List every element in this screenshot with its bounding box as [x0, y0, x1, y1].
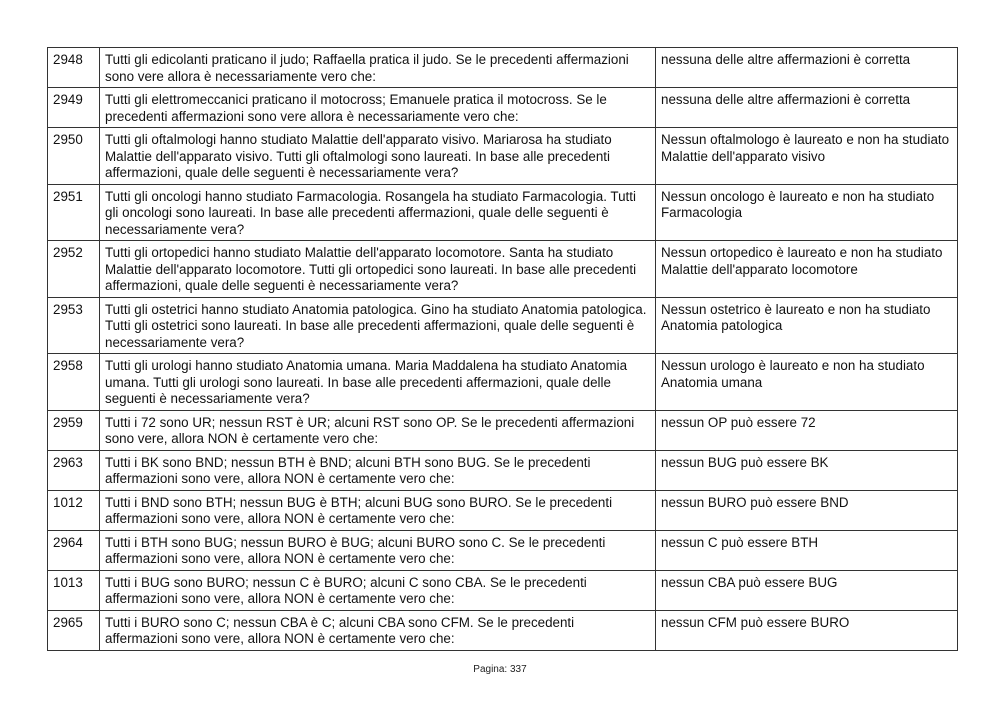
question-id: 2951	[48, 184, 100, 241]
question-text: Tutti i BK sono BND; nessun BTH è BND; alcuni BTH sono BUG. Se le precedenti affermazioni sono vere, allora NON è certamente vero che:	[100, 450, 656, 490]
answer-text: nessun BUG può essere BK	[656, 450, 958, 490]
table-row	[48, 490, 958, 530]
table-row	[48, 570, 958, 610]
question-text: Tutti gli elettromeccanici praticano il motocross; Emanuele pratica il motocross. Se le precedenti affermazioni sono vere allora è necessariamente vero che:	[100, 88, 656, 128]
answer-text: Nessun oftalmologo è laureato e non ha studiato Malattie dell'apparato visivo	[656, 128, 958, 185]
question-id: 2949	[48, 88, 100, 128]
question-text: Tutti gli oncologi hanno studiato Farmacologia. Rosangela ha studiato Farmacologia. Tutti gli oncologi sono laureati. In base alle precedenti affermazioni, quale delle seguenti è necessariamente vera?	[100, 184, 656, 241]
answer-text: Nessun ortopedico è laureato e non ha studiato Malattie dell'apparato locomotore	[656, 241, 958, 298]
question-id: 1013	[48, 570, 100, 610]
answer-text: Nessun oncologo è laureato e non ha studiato Farmacologia	[656, 184, 958, 241]
question-text: Tutti gli urologi hanno studiato Anatomia umana. Maria Maddalena ha studiato Anatomia umana. Tutti gli urologi sono laureati. In base alle precedenti affermazioni, quale delle seguenti è necessariamente vera?	[100, 354, 656, 411]
table-row	[48, 450, 958, 490]
question-text: Tutti gli edicolanti praticano il judo; Raffaella pratica il judo. Se le precedenti affermazioni sono vere allora è necessariamente vero che:	[100, 48, 656, 88]
question-id: 2952	[48, 241, 100, 298]
answer-text: nessun BURO può essere BND	[656, 490, 958, 530]
question-text: Tutti gli oftalmologi hanno studiato Malattie dell'apparato visivo. Mariarosa ha studiato Malattie dell'apparato visivo. Tutti gli oftalmologi sono laureati. In base alle precedenti affermazioni, quale delle seguenti è necessariamente vera?	[100, 128, 656, 185]
table-row	[48, 297, 958, 354]
table-row	[48, 241, 958, 298]
question-text: Tutti i BURO sono C; nessun CBA è C; alcuni CBA sono CFM. Se le precedenti affermazioni sono vere, allora NON è certamente vero che:	[100, 610, 656, 650]
question-text: Tutti i 72 sono UR; nessun RST è UR; alcuni RST sono OP. Se le precedenti affermazioni sono vere, allora NON è certamente vero che:	[100, 410, 656, 450]
question-text: Tutti i BTH sono BUG; nessun BURO è BUG; alcuni BURO sono C. Se le precedenti affermazioni sono vere, allora NON è certamente vero che:	[100, 530, 656, 570]
answer-text: nessun CBA può essere BUG	[656, 570, 958, 610]
table-row	[48, 410, 958, 450]
question-id: 2953	[48, 297, 100, 354]
answer-text: nessun CFM può essere BURO	[656, 610, 958, 650]
answer-text: Nessun ostetrico è laureato e non ha studiato Anatomia patologica	[656, 297, 958, 354]
table-row	[48, 354, 958, 411]
table-row	[48, 128, 958, 185]
answer-text: nessun OP può essere 72	[656, 410, 958, 450]
answer-text: nessun C può essere BTH	[656, 530, 958, 570]
question-text: Tutti gli ostetrici hanno studiato Anatomia patologica. Gino ha studiato Anatomia patologica. Tutti gli ostetrici sono laureati. In base alle precedenti affermazioni, quale delle seguenti è necessariamente vera?	[100, 297, 656, 354]
question-id: 2959	[48, 410, 100, 450]
question-id: 2963	[48, 450, 100, 490]
question-text: Tutti i BND sono BTH; nessun BUG è BTH; alcuni BUG sono BURO. Se le precedenti affermazioni sono vere, allora NON è certamente vero che:	[100, 490, 656, 530]
answer-text: nessuna delle altre affermazioni è corretta	[656, 48, 958, 88]
question-id: 2950	[48, 128, 100, 185]
answer-text: Nessun urologo è laureato e non ha studiato Anatomia umana	[656, 354, 958, 411]
table-row	[48, 48, 958, 88]
question-id: 2948	[48, 48, 100, 88]
question-text: Tutti i BUG sono BURO; nessun C è BURO; alcuni C sono CBA. Se le precedenti affermazioni sono vere, allora NON è certamente vero che:	[100, 570, 656, 610]
answer-text: nessuna delle altre affermazioni è corretta	[656, 88, 958, 128]
table-row	[48, 88, 958, 128]
question-id: 2964	[48, 530, 100, 570]
table-row	[48, 610, 958, 650]
table-row	[48, 184, 958, 241]
page-number: Pagina: 337	[473, 664, 527, 675]
table-row	[48, 530, 958, 570]
question-text: Tutti gli ortopedici hanno studiato Malattie dell'apparato locomotore. Santa ha studiato Malattie dell'apparato locomotore. Tutti gli ortopedici sono laureati. In base alle precedenti affermazioni, quale delle seguenti è necessariamente vera?	[100, 241, 656, 298]
question-id: 2958	[48, 354, 100, 411]
questions-table	[47, 47, 958, 651]
question-id: 1012	[48, 490, 100, 530]
question-id: 2965	[48, 610, 100, 650]
